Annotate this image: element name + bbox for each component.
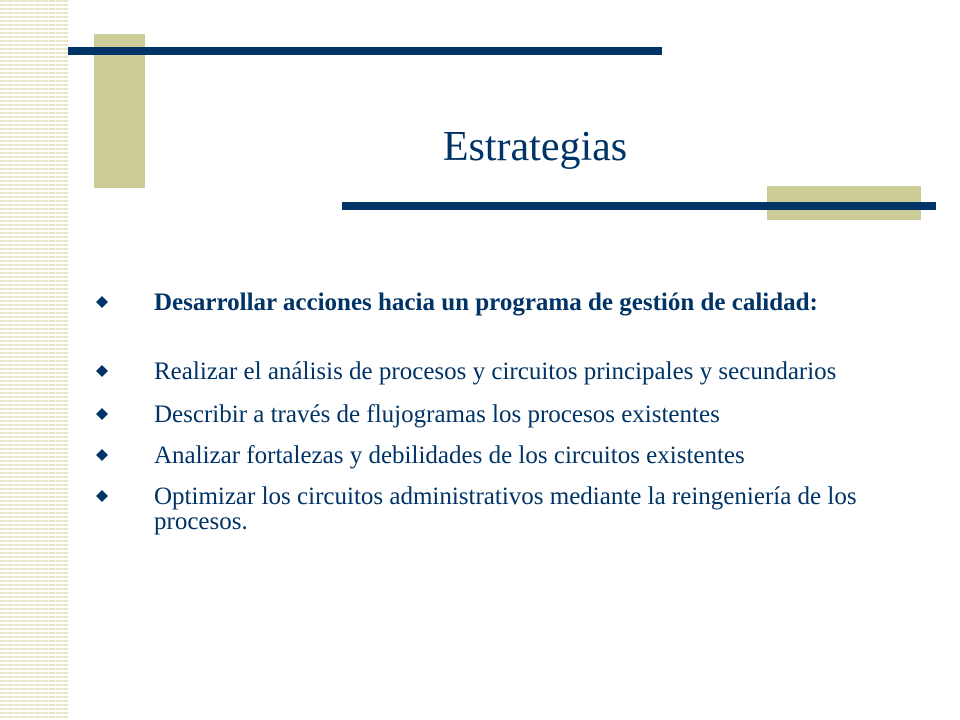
tan-accent-block-top bbox=[94, 34, 145, 188]
diamond-bullet-icon bbox=[96, 449, 108, 461]
bullet-text: Desarrollar acciones hacia un programa de gestión de calidad: bbox=[154, 289, 818, 316]
navy-accent-line-bottom bbox=[342, 202, 936, 210]
list-item bbox=[90, 484, 900, 534]
diamond-bullet-icon bbox=[96, 296, 108, 308]
bullet-text: Realizar el análisis de procesos y circuitos principales y secundarios bbox=[154, 358, 837, 385]
diamond-bullet-icon bbox=[96, 408, 108, 420]
bullet-list bbox=[90, 290, 900, 534]
diamond-bullet-icon bbox=[96, 365, 108, 377]
navy-accent-line-top bbox=[68, 47, 662, 55]
list-item bbox=[90, 359, 900, 384]
side-stripe-pattern bbox=[0, 0, 68, 720]
bullet-text: Describir a través de flujogramas los procesos existentes bbox=[154, 401, 720, 428]
slide-title: Estrategias bbox=[442, 124, 628, 170]
list-item bbox=[90, 290, 900, 315]
list-item bbox=[90, 443, 900, 468]
bullet-text: Analizar fortalezas y debilidades de los circuitos existentes bbox=[154, 442, 745, 469]
diamond-bullet-icon bbox=[96, 490, 108, 502]
bullet-text: Optimizar los circuitos administrativos mediante la reingeniería de los procesos. bbox=[154, 483, 857, 535]
list-item bbox=[90, 402, 900, 427]
